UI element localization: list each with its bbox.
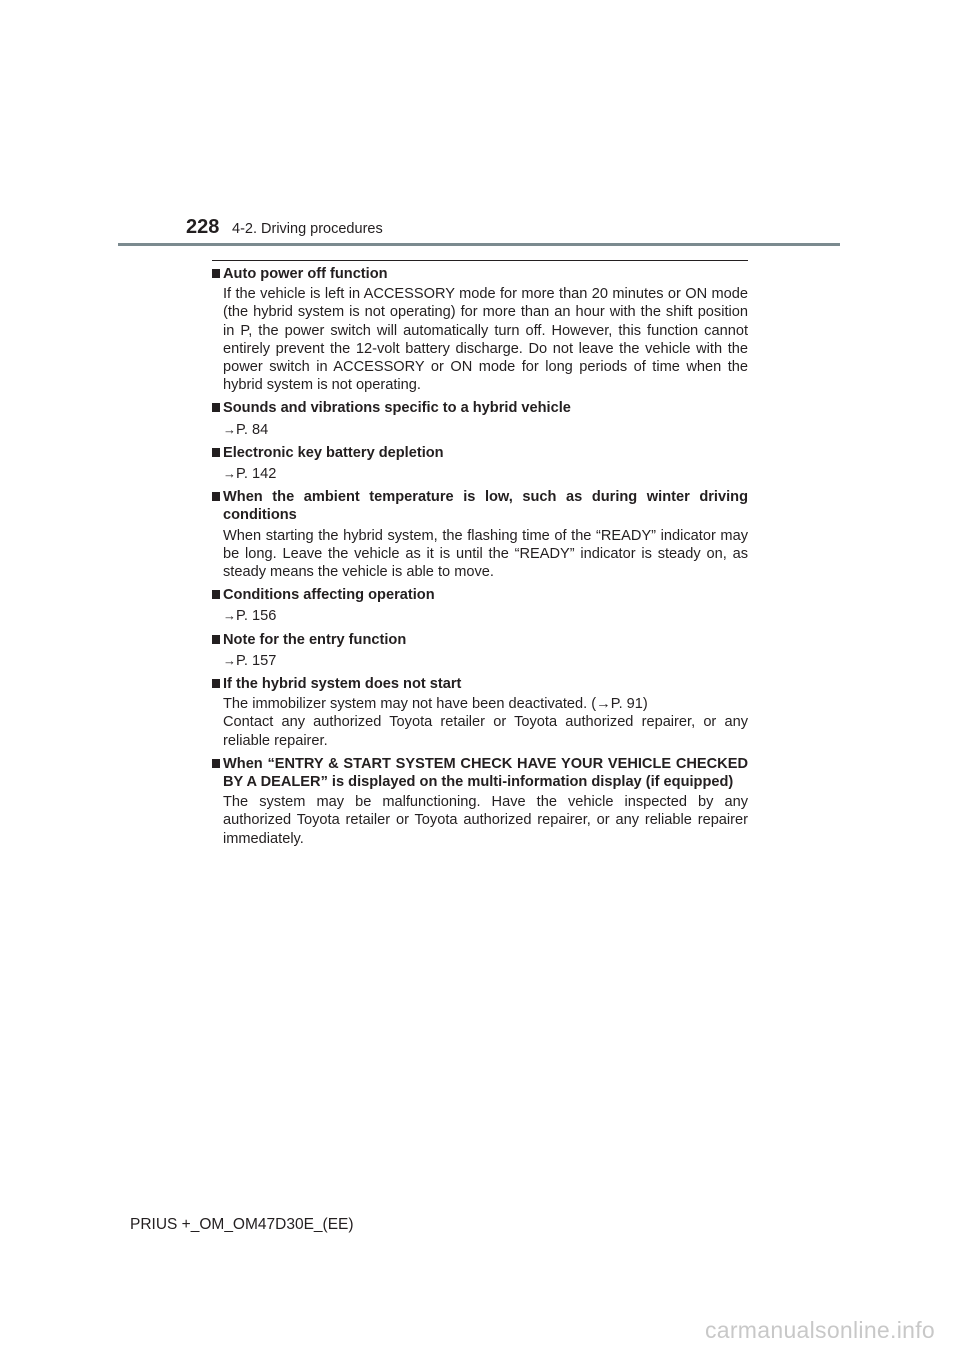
square-bullet-icon <box>212 403 220 412</box>
square-bullet-icon <box>212 448 220 457</box>
item-auto-power-off <box>212 265 748 394</box>
item-low-temperature <box>212 488 748 581</box>
page-reference[interactable]: →P. 84 <box>223 421 269 438</box>
section-title: 4-2. Driving procedures <box>232 221 383 237</box>
page-reference[interactable]: →P. 142 <box>223 466 277 483</box>
item-body: When starting the hybrid system, the flashing time of the “READY” indicator may be long. Leave the vehicle as it is until the “READY” indicator is steady on, as steady means the vehicle is able to move. <box>223 527 748 581</box>
square-bullet-icon <box>212 635 220 644</box>
arrow-right-icon: → <box>223 608 236 624</box>
header-divider <box>118 243 840 246</box>
document-id: PRIUS +_OM_OM47D30E_(EE) <box>130 1216 354 1233</box>
square-bullet-icon <box>212 679 220 688</box>
page-number: 228 <box>186 216 220 238</box>
page-reference[interactable]: →P. 156 <box>223 608 277 625</box>
item-heading: Conditions affecting operation <box>212 586 748 604</box>
item-sounds-vibrations <box>212 399 748 438</box>
item-system-not-start <box>212 675 748 750</box>
item-heading: Note for the entry function <box>212 631 748 649</box>
square-bullet-icon <box>212 759 220 768</box>
square-bullet-icon <box>212 590 220 599</box>
item-heading: When the ambient temperature is low, such as during winter driving conditions <box>212 488 748 524</box>
watermark: carmanualsonline.info <box>704 1317 935 1343</box>
arrow-right-icon: → <box>223 466 236 482</box>
content-divider <box>212 260 748 261</box>
item-body: Contact any authorized Toyota retailer or Toyota authorized repairer, or any reliable repairer. <box>223 714 748 749</box>
item-heading: If the hybrid system does not start <box>212 675 748 693</box>
square-bullet-icon <box>212 492 220 501</box>
item-heading: Auto power off function <box>212 265 748 283</box>
page-reference[interactable]: →P. 157 <box>223 652 277 669</box>
item-heading: When “ENTRY & START SYSTEM CHECK HAVE YOUR VEHICLE CHECKED BY A DEALER” is displayed on the multi-information display (if equipped) <box>212 755 748 791</box>
item-key-battery <box>212 444 748 483</box>
item-body: The system may be malfunctioning. Have the vehicle inspected by any authorized Toyota retailer or Toyota authorized repairer, or any reliable repairer immediately. <box>223 794 748 847</box>
arrow-right-icon: → <box>223 421 236 437</box>
item-entry-function <box>212 631 748 670</box>
page-content <box>212 265 748 853</box>
item-heading: Electronic key battery depletion <box>212 444 748 462</box>
square-bullet-icon <box>212 269 220 278</box>
item-body: If the vehicle is left in ACCESSORY mode for more than 20 minutes or ON mode (the hybrid system is not operating) for more than an hour with the shift position in P, the power switch will automatically turn off. However, this function cannot entirely prevent the 12-volt battery discharge. Do not leave the vehicle with the power switch in ACCESSORY or ON mode for long periods of time when the hybrid system is not operating. <box>223 286 748 394</box>
item-conditions <box>212 586 748 625</box>
arrow-right-icon: → <box>223 652 236 668</box>
item-dealer-check-message <box>212 755 748 848</box>
item-heading: Sounds and vibrations specific to a hybrid vehicle <box>212 399 748 417</box>
item-body: The immobilizer system may not have been deactivated. (→P. 91) <box>223 696 648 713</box>
